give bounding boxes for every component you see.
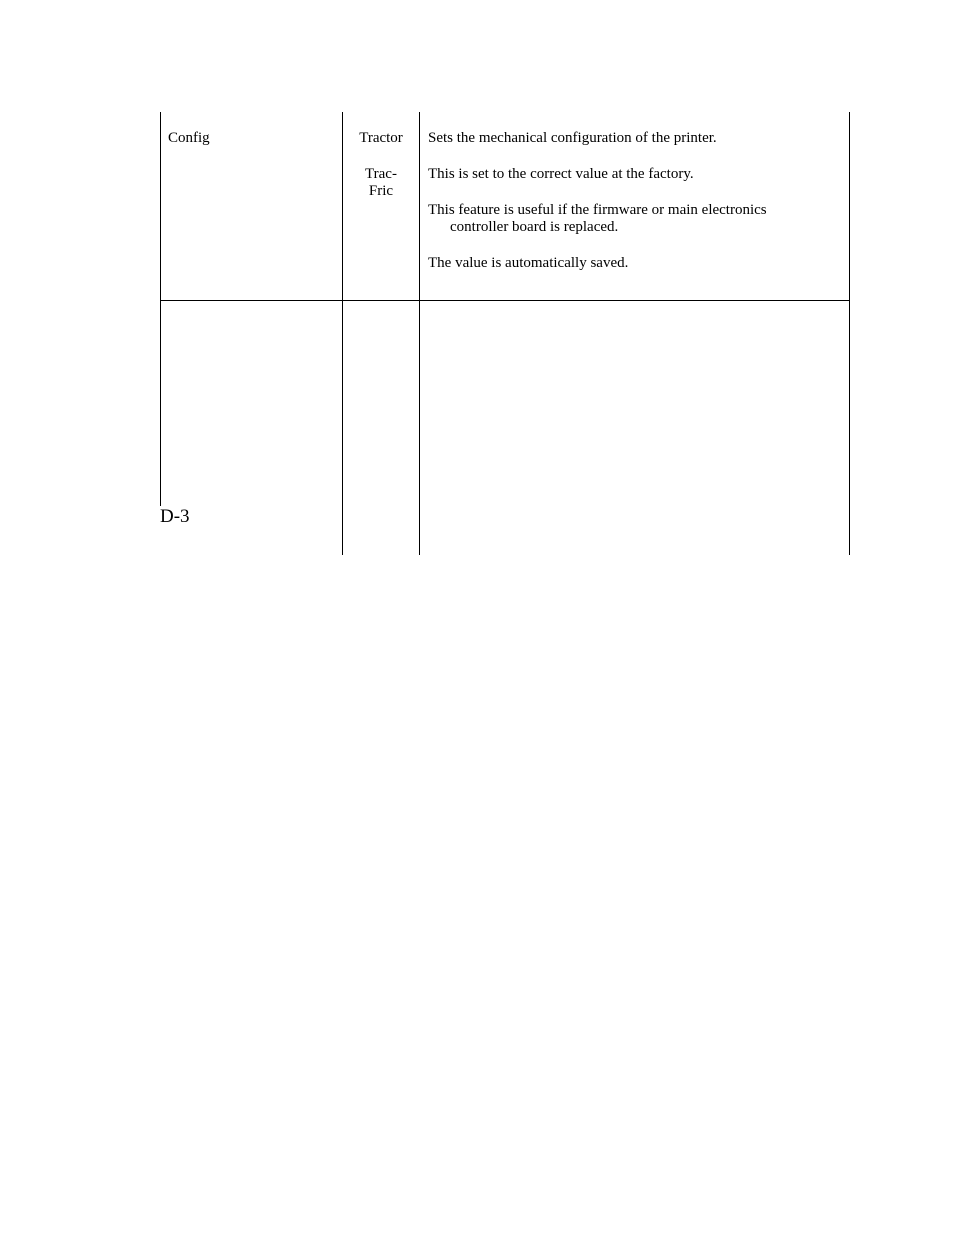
- page-number: D-3: [160, 506, 190, 527]
- table-column-divider-2: [419, 112, 420, 555]
- table-right-border: [849, 112, 850, 555]
- description-paragraph: This feature is useful if the firmware or main electronics controller board is replaced.: [428, 202, 767, 235]
- value-option-trac-fric: Trac- Fric: [365, 166, 397, 199]
- description-paragraph: This is set to the correct value at the factory.: [428, 166, 694, 182]
- table-left-border: [160, 112, 161, 506]
- table-row-divider: [161, 300, 849, 301]
- parameter-description-cell: [428, 130, 843, 291]
- parameter-name-cell: Config: [168, 130, 210, 146]
- parameter-values-cell: [343, 130, 419, 200]
- description-paragraph: The value is automatically saved.: [428, 255, 629, 271]
- description-paragraph: Sets the mechanical configuration of the printer.: [428, 130, 717, 146]
- value-option-tractor: Tractor: [359, 130, 403, 146]
